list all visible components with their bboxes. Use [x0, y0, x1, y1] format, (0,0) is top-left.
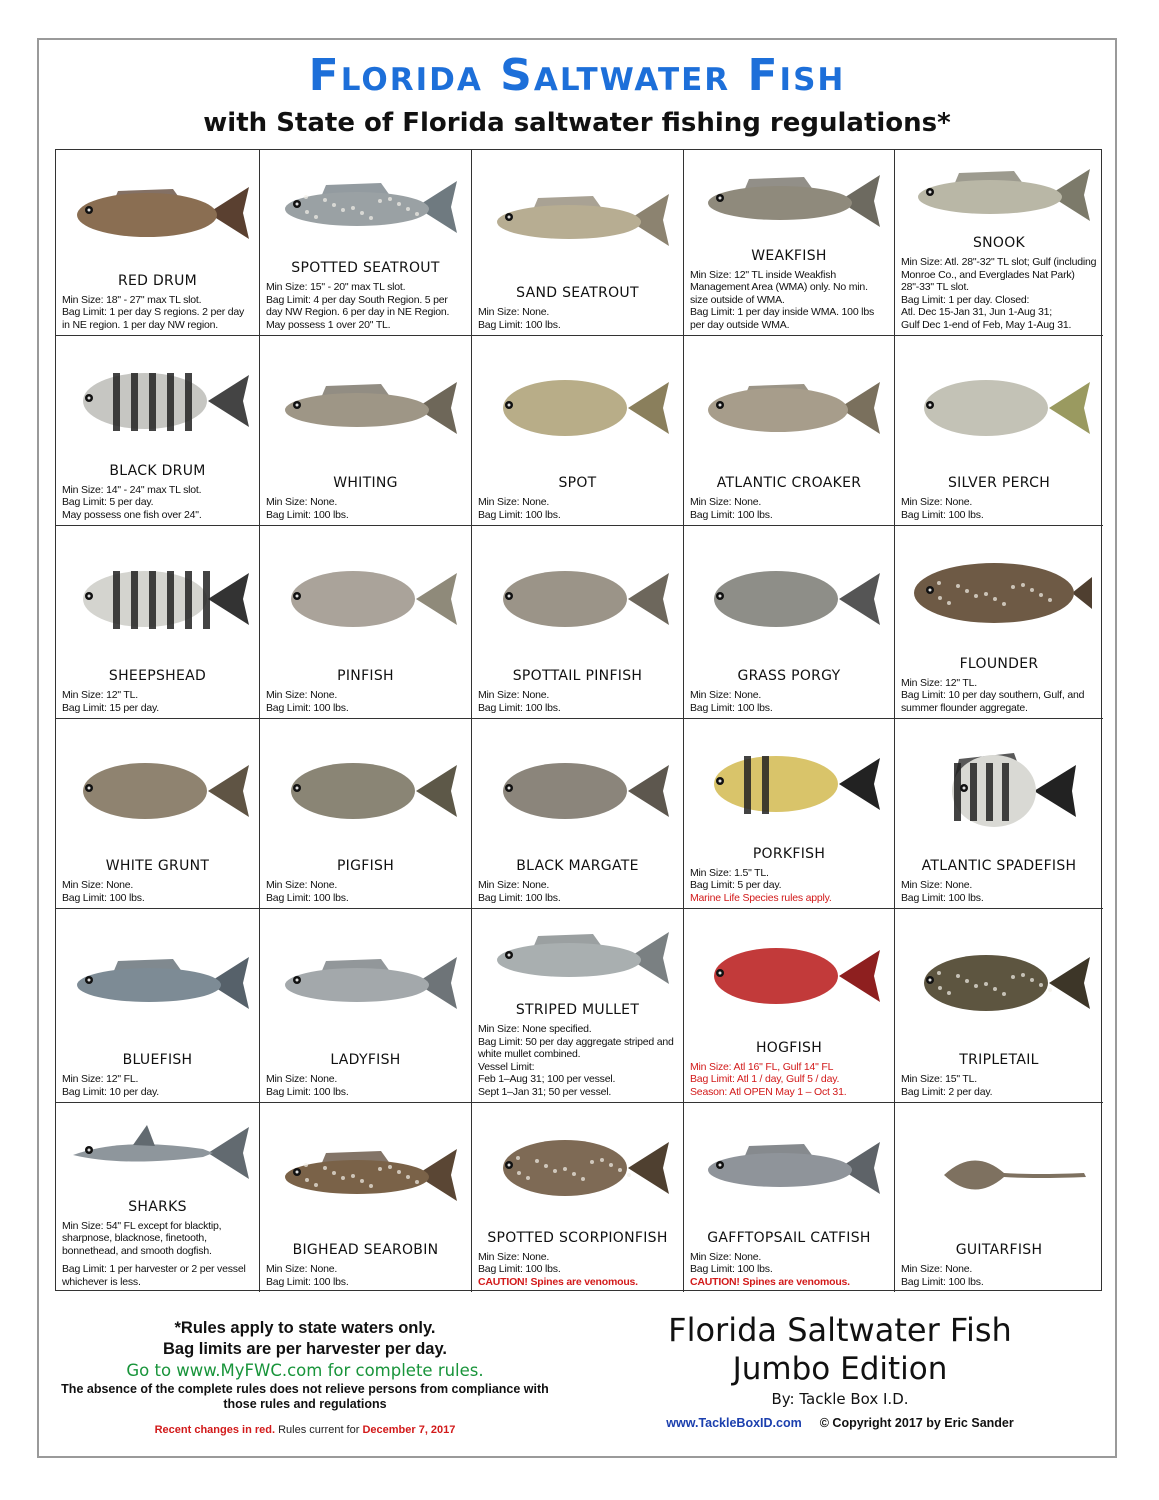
regulation-line: Bag Limit: 100 lbs.	[478, 891, 561, 904]
regulation-line: Bag Limit: 100 lbs.	[478, 318, 561, 331]
fish-card	[895, 526, 1103, 719]
fish-card	[895, 150, 1103, 336]
regulation-line: Bag Limit: 100 lbs.	[690, 508, 773, 521]
fish-regulations	[62, 879, 253, 904]
regulation-line: Min Size: None.	[478, 879, 550, 891]
regulation-line: Min Size: None.	[690, 1250, 762, 1263]
fish-name: GUITARFISH	[955, 1242, 1043, 1258]
fish-name: GRASS PORGY	[737, 668, 841, 684]
fish-photo	[62, 915, 253, 1050]
fish-photo	[62, 532, 253, 666]
regulation-line: Bag Limit: 100 lbs.	[478, 1263, 561, 1275]
fish-name: WHITE GRUNT	[105, 858, 210, 874]
regulation-line: CAUTION! Spines are venomous.	[478, 1275, 638, 1288]
fish-photo	[690, 532, 888, 666]
regulation-line: Bag Limit: 10 per day southern, Gulf, and summer flounder aggregate.	[901, 689, 1085, 714]
fish-name: WHITING	[333, 475, 398, 491]
fish-card	[472, 909, 684, 1103]
fish-photo	[901, 156, 1097, 233]
fish-name: TRIPLETAIL	[959, 1052, 1039, 1068]
regulation-line: Min Size: Atl. 28"-32" TL slot; Gulf (including Monroe Co., and Everglades Nat Park) 28"-33" TL slot.	[901, 256, 1097, 293]
fish-regulations	[62, 294, 253, 332]
fish-name: SILVER PERCH	[947, 475, 1051, 491]
fish-card	[684, 909, 895, 1103]
regulation-line: Bag Limit: 5 per day.	[62, 496, 154, 508]
regulation-line: Min Size: 15" - 20" max TL slot.	[266, 281, 406, 293]
regulation-line: Bag Limit: 100 lbs.	[901, 508, 984, 521]
regulation-line: Min Size: None.	[901, 1263, 973, 1275]
fish-card	[684, 719, 895, 909]
fish-regulations	[478, 879, 677, 904]
fish-photo	[62, 342, 253, 461]
regulation-line: Bag Limit: 100 lbs.	[266, 1085, 349, 1098]
fish-regulations	[266, 689, 465, 714]
fish-photo	[478, 342, 677, 473]
regulation-line: Min Size: None.	[690, 496, 762, 508]
fish-card	[260, 1103, 472, 1292]
regulation-line: Vessel Limit:	[478, 1060, 535, 1073]
fish-card	[895, 909, 1103, 1103]
fish-photo	[901, 532, 1097, 654]
fish-regulations	[478, 496, 677, 521]
regulation-line: Min Size: None.	[901, 879, 973, 891]
fish-card	[684, 526, 895, 719]
recent-changes-label: Recent changes in red.	[154, 1424, 276, 1436]
fish-regulations	[266, 1263, 465, 1288]
fish-regulations	[901, 1263, 1097, 1288]
state-waters-note: *Rules apply to state waters only.	[174, 1319, 436, 1337]
credits-line	[600, 1416, 1080, 1430]
fish-regulations	[266, 496, 465, 521]
fish-card	[684, 150, 895, 336]
fish-card	[895, 336, 1103, 526]
fish-card	[260, 719, 472, 909]
fish-photo	[690, 915, 888, 1038]
fish-name: SPOTTED SEATROUT	[291, 260, 440, 276]
regulation-line: Bag Limit: 100 lbs.	[478, 508, 561, 521]
fish-photo	[266, 342, 465, 473]
fish-card	[56, 526, 260, 719]
fish-name: WEAKFISH	[751, 247, 827, 264]
fish-name: SHARKS	[128, 1198, 187, 1215]
regulation-line: Min Size: None.	[901, 496, 973, 508]
fish-photo	[690, 342, 888, 473]
compliance-note: The absence of the complete rules does not relieve persons from compliance with those rules and regulations	[61, 1382, 549, 1411]
fish-regulations	[266, 1073, 465, 1098]
fish-photo	[266, 915, 465, 1050]
regulation-line: Min Size: None.	[266, 1073, 338, 1085]
fish-photo	[478, 915, 677, 1000]
fish-name: ATLANTIC SPADEFISH	[921, 858, 1077, 874]
fish-photo	[266, 532, 465, 666]
regulation-line: May possess one fish over 24".	[62, 508, 202, 521]
fish-regulations	[690, 269, 888, 332]
regulation-line: Bag Limit: 100 lbs.	[266, 891, 349, 904]
fish-card	[260, 150, 472, 336]
fish-photo	[901, 342, 1097, 473]
regulation-line: Min Size: None.	[478, 496, 550, 508]
fish-card	[472, 526, 684, 719]
regulation-line: Sept 1–Jan 31; 50 per vessel.	[478, 1085, 612, 1098]
fish-name: BLUEFISH	[122, 1052, 193, 1068]
fish-name: RED DRUM	[117, 272, 198, 289]
poster-subtitle: with State of Florida saltwater fishing regulations*	[203, 108, 951, 138]
fish-regulations	[478, 306, 677, 331]
regulation-line: Season: Atl OPEN May 1 – Oct 31.	[690, 1085, 847, 1098]
fish-card	[472, 1103, 684, 1292]
regulation-line: Atl. Dec 15-Jan 31, Jun 1-Aug 31;	[901, 306, 1052, 318]
fish-regulations	[478, 1251, 677, 1289]
regulation-line: Bag Limit: 1 per day inside WMA. 100 lbs per day outside WMA.	[690, 306, 875, 331]
fish-name: SHEEPSHEAD	[108, 668, 207, 684]
fish-card	[56, 336, 260, 526]
rules-current-label: Rules current for	[275, 1424, 363, 1436]
fish-name: ATLANTIC CROAKER	[716, 475, 862, 491]
regulation-line: Min Size: 18" - 27" max TL slot.	[62, 293, 202, 306]
fish-name: PINFISH	[337, 668, 394, 684]
regulation-line: Marine Life Species rules apply.	[690, 891, 832, 904]
regulation-line: Min Size: 14" - 24" max TL slot.	[62, 483, 202, 496]
fish-card	[472, 719, 684, 909]
fish-name: SAND SEATROUT	[516, 285, 639, 301]
copyright: © Copyright 2017 by Eric Sander	[819, 1416, 1014, 1430]
fish-regulations	[901, 256, 1097, 331]
fish-name: LADYFISH	[330, 1052, 401, 1068]
fish-regulations	[478, 689, 677, 714]
regulation-line: Min Size: 12" FL.	[62, 1073, 139, 1085]
fish-regulations	[266, 879, 465, 904]
regulation-line: Bag Limit: 100 lbs.	[266, 701, 349, 714]
fish-photo	[62, 1109, 253, 1197]
fish-name: PORKFISH	[752, 845, 826, 862]
edition-title: Florida Saltwater Fish	[668, 1311, 1012, 1349]
regulation-line: Bag Limit: 2 per day.	[901, 1085, 993, 1098]
regulation-line: Min Size: None.	[266, 496, 338, 508]
regulation-line: Min Size: None.	[690, 689, 762, 701]
fish-photo	[478, 156, 677, 283]
regulation-line: Bag Limit: 15 per day.	[62, 701, 159, 714]
fish-photo	[478, 532, 677, 666]
fish-card	[56, 150, 260, 336]
fish-regulations	[62, 1073, 253, 1098]
fish-photo	[478, 1109, 677, 1228]
fish-regulations	[690, 689, 888, 714]
fish-card	[684, 1103, 895, 1292]
fish-card	[472, 150, 684, 336]
regulation-line: Bag Limit: 100 lbs.	[690, 701, 773, 714]
regulation-line: Min Size: None.	[62, 879, 134, 891]
tacklebox-url[interactable]: www.TackleBoxID.com	[666, 1416, 802, 1430]
edition-block	[600, 1310, 1080, 1430]
fish-name: PIGFISH	[336, 858, 395, 874]
fish-card	[260, 526, 472, 719]
fish-photo	[478, 725, 677, 856]
fish-name: FLOUNDER	[959, 655, 1039, 672]
fish-name: SPOT	[558, 475, 597, 491]
fish-name: BLACK DRUM	[109, 462, 206, 479]
fish-name: GAFFTOPSAIL CATFISH	[707, 1229, 871, 1246]
poster-title: Florida Saltwater Fish	[308, 50, 846, 101]
regulation-line: Min Size: 54" FL except for blacktip, sharpnose, blacknose, finetooth, bonnethead, and smooth dogfish.	[62, 1219, 222, 1257]
fish-photo	[690, 156, 888, 246]
fish-grid	[55, 149, 1102, 1291]
fish-card	[56, 909, 260, 1103]
regulation-line: Min Size: 12" TL.	[901, 676, 978, 689]
fish-regulations	[690, 867, 888, 905]
regulation-line: Min Size: None.	[266, 689, 338, 701]
regulation-line: Min Size: None.	[266, 879, 338, 891]
fish-regulations	[690, 1251, 888, 1289]
regulation-line: Min Size: None specified.	[478, 1023, 592, 1035]
regulation-line: Min Size: 12" TL.	[62, 689, 139, 701]
rules-date: December 7, 2017	[362, 1424, 456, 1436]
fish-regulations	[62, 484, 253, 522]
regulation-line: Min Size: 1.5" TL.	[690, 866, 769, 879]
fish-name: SPOTTAIL PINFISH	[512, 668, 643, 684]
regulation-line: Min Size: 15" TL.	[901, 1073, 978, 1085]
fish-card	[56, 1103, 260, 1292]
fish-photo	[266, 1109, 465, 1240]
regulation-line: Bag Limit: 4 per day South Region. 5 per day NW Region. 6 per day in NE Region. May possess 1 over 20" TL.	[266, 293, 450, 331]
rules-current-note	[55, 1424, 555, 1436]
regulation-line: Bag Limit: 1 per day S regions. 2 per day in NE region. 1 per day NW region.	[62, 306, 245, 331]
regulation-line: Bag Limit: 100 lbs.	[478, 701, 561, 714]
fish-photo	[62, 156, 253, 271]
fish-card	[56, 719, 260, 909]
regulation-line: Bag Limit: 100 lbs.	[901, 891, 984, 904]
fish-photo	[901, 1109, 1097, 1240]
fish-card	[895, 1103, 1103, 1292]
regulation-line: Min Size: None.	[478, 1250, 550, 1263]
fish-card	[895, 719, 1103, 909]
fish-card	[260, 909, 472, 1103]
fish-photo	[62, 725, 253, 856]
fish-name: HOGFISH	[755, 1039, 823, 1056]
fish-name: STRIPED MULLET	[515, 1002, 640, 1018]
regulation-line: Min Size: None.	[266, 1263, 338, 1275]
regulation-line: Bag Limit: 1 per day. Closed:	[901, 293, 1030, 306]
author-line: By: Tackle Box I.D.	[771, 1390, 909, 1408]
regulation-line: Feb 1–Aug 31; 100 per vessel.	[478, 1073, 616, 1085]
regulation-line: Min Size: Atl 16" FL, Gulf 14" FL	[690, 1060, 834, 1073]
fish-card	[260, 336, 472, 526]
regulation-line: Bag Limit: 50 per day aggregate striped and white mullet combined.	[478, 1035, 674, 1060]
fish-photo	[690, 725, 888, 844]
fish-photo	[901, 725, 1097, 856]
regulation-line: Bag Limit: Atl 1 / day, Gulf 5 / day.	[690, 1073, 840, 1085]
regulation-line: Bag Limit: 100 lbs.	[266, 1275, 349, 1288]
regulation-line: Bag Limit: 5 per day.	[690, 879, 782, 891]
regulation-line: Bag Limit: 1 per harvester or 2 per vessel whichever is less.	[62, 1263, 246, 1288]
fish-card	[472, 336, 684, 526]
fish-name: BIGHEAD SEAROBIN	[292, 1242, 439, 1258]
regulation-line: Gulf Dec 1-end of Feb, May 1-Aug 31.	[901, 318, 1072, 331]
regulation-line: Min Size: None.	[478, 689, 550, 701]
fish-regulations	[690, 1061, 888, 1099]
fish-regulations	[478, 1023, 677, 1098]
fish-name: BLACK MARGATE	[516, 858, 639, 874]
fish-regulations	[62, 1220, 253, 1289]
fish-regulations	[266, 281, 465, 331]
regulation-line: Bag Limit: 10 per day.	[62, 1085, 159, 1098]
regulation-line: CAUTION! Spines are venomous.	[690, 1275, 850, 1288]
fish-card	[684, 336, 895, 526]
footer-notes	[55, 1318, 555, 1436]
fish-regulations	[62, 689, 253, 714]
myfwc-link[interactable]: Go to www.MyFWC.com for complete rules.	[126, 1361, 484, 1380]
bag-limit-note: Bag limits are per harvester per day.	[163, 1340, 447, 1358]
regulation-line: Bag Limit: 100 lbs.	[62, 891, 145, 904]
edition-name: Jumbo Edition	[732, 1351, 948, 1387]
fish-photo	[690, 1109, 888, 1228]
fish-name: SNOOK	[972, 235, 1026, 251]
fish-photo	[901, 915, 1097, 1050]
fish-regulations	[901, 879, 1097, 904]
regulation-line: Bag Limit: 100 lbs.	[690, 1263, 773, 1275]
fish-photo	[266, 725, 465, 856]
regulation-line: Bag Limit: 100 lbs.	[901, 1275, 984, 1288]
fish-regulations	[690, 496, 888, 521]
regulation-line: Bag Limit: 100 lbs.	[266, 508, 349, 521]
fish-regulations	[901, 677, 1097, 715]
fish-photo	[266, 156, 465, 258]
regulation-line: Min Size: 12" TL inside Weakfish Management Area (WMA) only. No min. size outside of WMA.	[690, 268, 868, 306]
fish-regulations	[901, 496, 1097, 521]
regulation-line: Min Size: None.	[478, 306, 550, 318]
fish-regulations	[901, 1073, 1097, 1098]
fish-name: SPOTTED SCORPIONFISH	[487, 1229, 668, 1246]
